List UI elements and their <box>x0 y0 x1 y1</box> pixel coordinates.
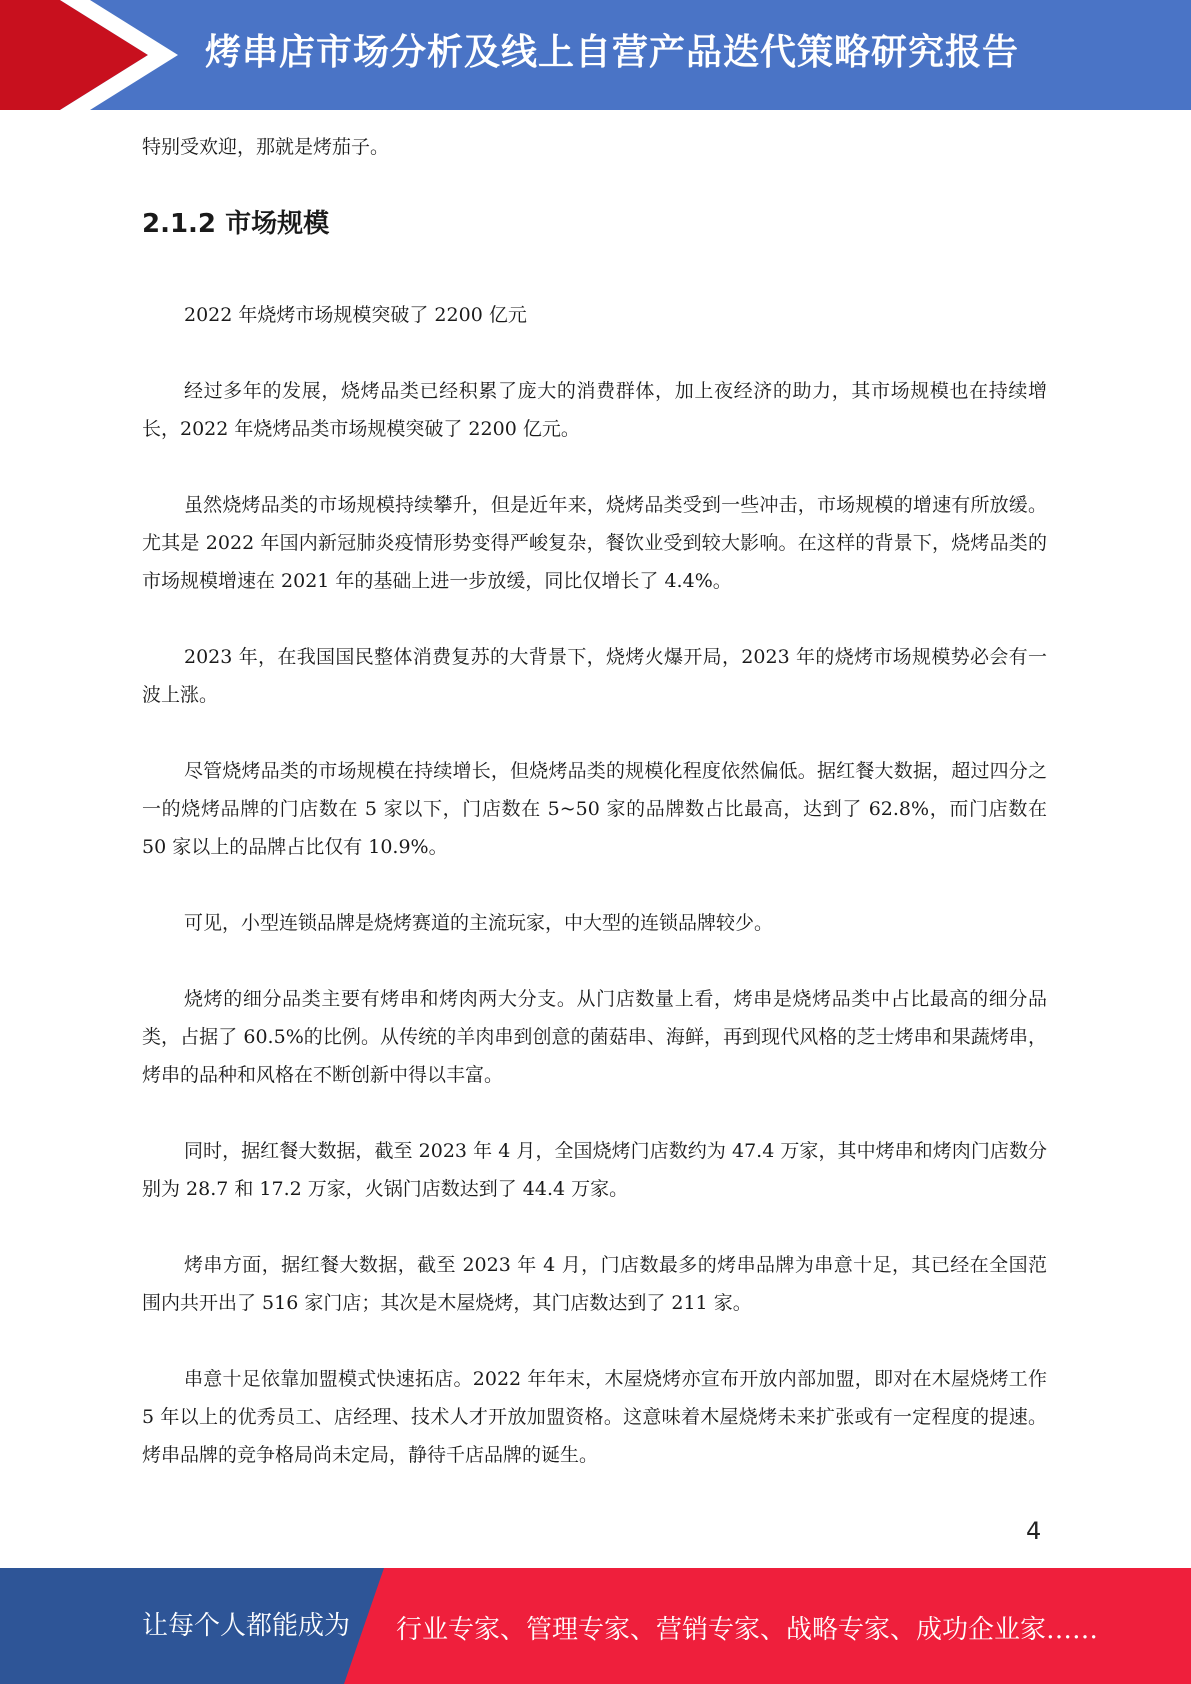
page-footer <box>0 1568 1191 1684</box>
paragraph-9: 烤串方面，据红餐大数据，截至 2023 年 4 月，门店数最多的烤串品牌为串意十足，其已经在全国范围内共开出了 516 家门店；其次是木屋烧烤，其门店数达到了 211 家。 <box>142 1254 1047 1314</box>
section-heading: 2.1.2 市场规模 <box>142 209 330 239</box>
footer-slogan-right: 行业专家、管理专家、营销专家、战略专家、成功企业家…… <box>396 1615 1099 1645</box>
header-red-chevron <box>0 0 148 110</box>
paragraph-8: 同时，据红餐大数据，截至 2023 年 4 月，全国烧烤门店数约为 47.4 万家，其中烤串和烤肉门店数分别为 28.7 和 17.2 万家，火锅门店数达到了 44.4 万家。 <box>142 1140 1047 1200</box>
paragraph-2: 经过多年的发展，烧烤品类已经积累了庞大的消费群体，加上夜经济的助力，其市场规模也在持续增长，2022 年烧烤品类市场规模突破了 2200 亿元。 <box>142 380 1047 440</box>
paragraph-7: 烧烤的细分品类主要有烤串和烤肉两大分支。从门店数量上看，烤串是烧烤品类中占比最高的细分品类，占据了 60.5%的比例。从传统的羊肉串到创意的菌菇串、海鲜，再到现代风格的芝士烤串和果蔬烤串，烤串的品种和风格在不断创新中得以丰富。 <box>142 988 1047 1086</box>
paragraph-6: 可见，小型连锁品牌是烧烤赛道的主流玩家，中大型的连锁品牌较少。 <box>184 912 774 934</box>
page-number: 4 <box>1026 1517 1042 1545</box>
paragraph-3: 虽然烧烤品类的市场规模持续攀升，但是近年来，烧烤品类受到一些冲击，市场规模的增速有所放缓。尤其是 2022 年国内新冠肺炎疫情形势变得严峻复杂，餐饮业受到较大影响。在这样的背景下，烧烤品类的市场规模增速在 2021 年的基础上进一步放缓，同比仅增长了 4.4%。 <box>142 494 1047 592</box>
report-title: 烤串店市场分析及线上自营产品迭代策略研究报告 <box>205 32 1020 73</box>
page-header <box>0 0 1191 110</box>
page-body <box>142 128 1047 1512</box>
paragraph-5: 尽管烧烤品类的市场规模在持续增长，但烧烤品类的规模化程度依然偏低。据红餐大数据，超过四分之一的烧烤品牌的门店数在 5 家以下，门店数在 5~50 家的品牌数占比最高，达到了 62.8%，而门店数在 50 家以上的品牌占比仅有 10.9%。 <box>142 760 1047 858</box>
intro-tail-text: 特别受欢迎，那就是烤茄子。 <box>142 136 390 158</box>
paragraph-4: 2023 年，在我国国民整体消费复苏的大背景下，烧烤火爆开局，2023 年的烧烤市场规模势必会有一波上涨。 <box>142 646 1047 706</box>
paragraph-1: 2022 年烧烤市场规模突破了 2200 亿元 <box>184 304 527 326</box>
footer-slogan-left: 让每个人都能成为 <box>142 1611 351 1641</box>
paragraph-10: 串意十足依靠加盟模式快速拓店。2022 年年末，木屋烧烤亦宣布开放内部加盟，即对在木屋烧烤工作 5 年以上的优秀员工、店经理、技术人才开放加盟资格。这意味着木屋烧烤未来扩张或有一定程度的提速。烤串品牌的竞争格局尚未定局，静待千店品牌的诞生。 <box>142 1368 1047 1466</box>
